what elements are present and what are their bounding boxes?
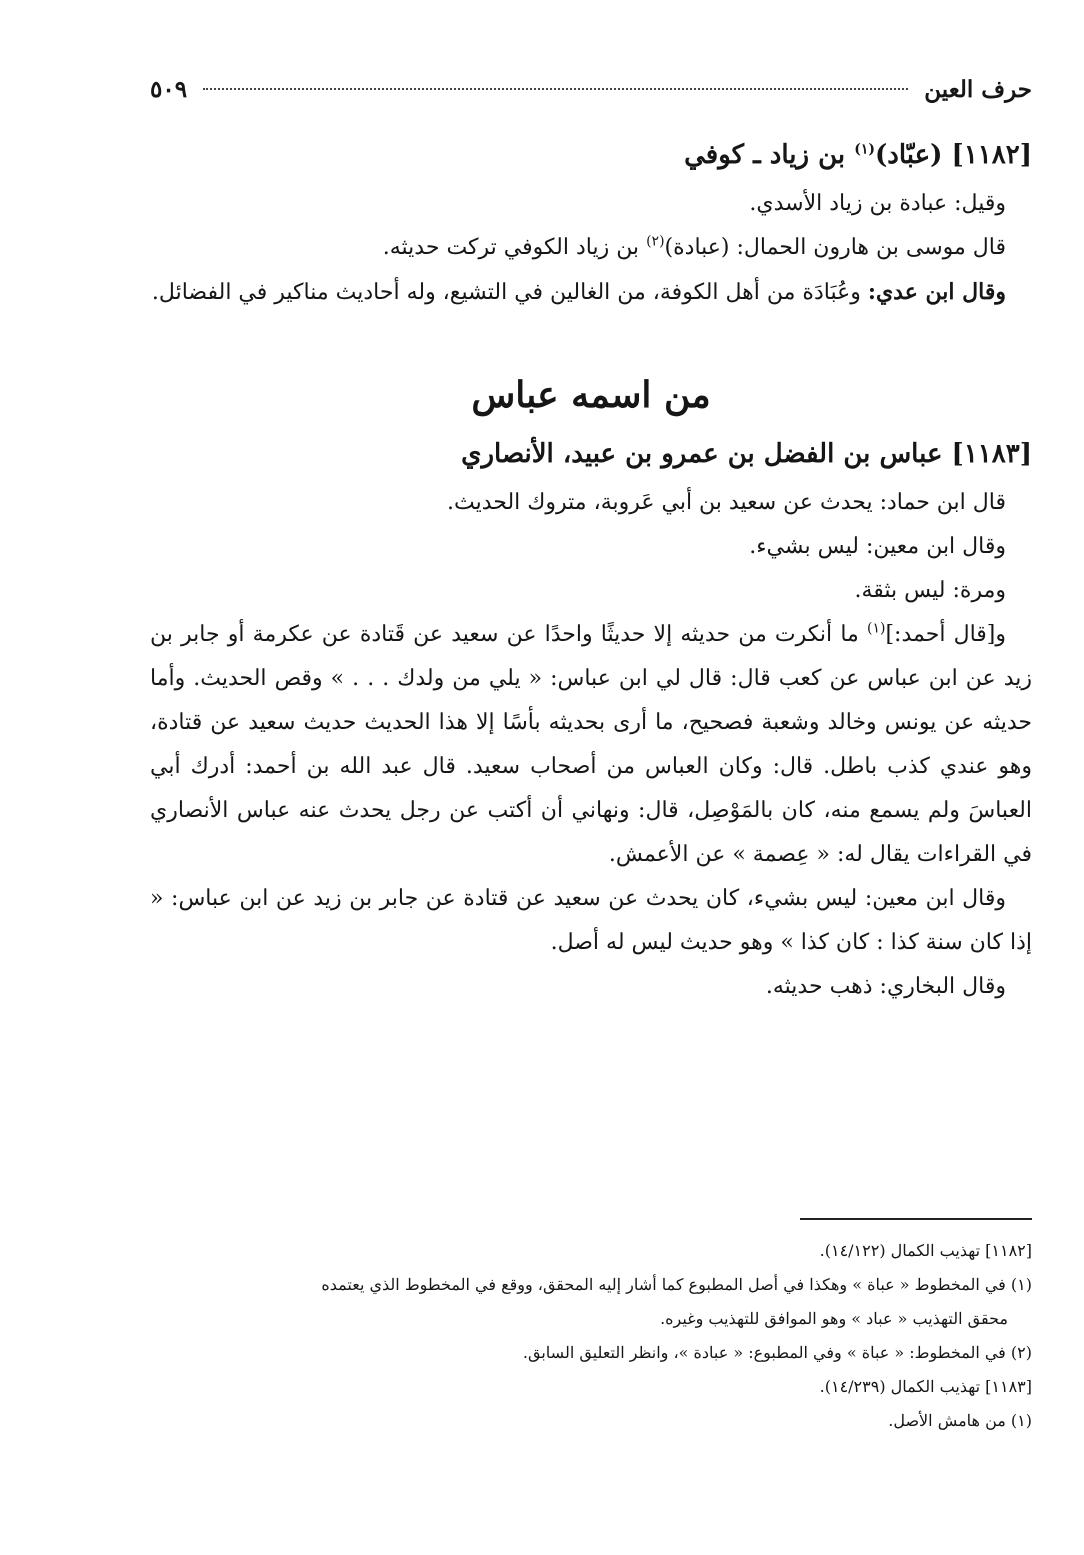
entry-1182-ibn-adi <box>150 270 1032 315</box>
entry-1183-p3: ومرة: ليس بثقة. <box>854 578 1006 603</box>
footnote-marker: (١) <box>854 141 875 158</box>
entry-1182-line-2 <box>150 226 1032 270</box>
entry-name-rest: بن زياد ـ كوفي <box>684 140 846 170</box>
footnote-line: (٢) في المخطوط: « عباة » وفي المطبوع: « عبادة »، وانظر التعليق السابق. <box>522 1343 1032 1362</box>
ibn-adi-label: وقال ابن عدي: <box>867 279 1006 305</box>
footnote-line: (١) في المخطوط « عباة » وهكذا في أصل المطبوع كما أشار إليه المحقق، ووقع في المخطوط الذي يعتمده <box>321 1275 1032 1294</box>
entry-number: [١١٨٢] <box>951 140 1032 170</box>
book-page <box>150 0 1032 1555</box>
main-text <box>150 128 1032 1009</box>
footnote-line: [١١٨٣] تهذيب الكمال (١٤/٢٣٩). <box>819 1377 1032 1396</box>
ahmad-text: ما أنكرت من حديثه إلا حديثًا واحدًا عن سعيد عن قَتادة عن عكرمة أو جابر بن زيد عن ابن عباس عن كعب قال: قال لي ابن عباس: « يلي من ولدك . . . » وقص الحديث. وأما حديثه عن يونس وخالد وشعبة فصحيح، ما أرى بحديثه بأسًا إلا هذا الحديث حديث سعيد عن قتادة، وهو عندي كذب باطل. قال: وكان العباس من أصحاب سعيد. قال عبد الله بن أحمد: أدرك أبي العباسَ ولم يسمع منه، كان بالمَوْصِل، قال: ونهاني أن أكتب عن رجل يحدث عنه عباس الأنصاري في القراءات يقال له: « عِصمة » عن الأعمش. <box>150 622 1032 867</box>
running-header <box>150 72 1032 106</box>
section-title: من اسمه عباس <box>471 374 711 416</box>
footnote-marker: (٢) <box>646 233 665 250</box>
footnote-separator <box>800 1218 1032 1220</box>
musa-quote: قال موسى بن هارون الحمال: (عبادة) <box>664 235 1006 260</box>
chapter-title: حرف العين <box>924 75 1032 103</box>
entry-1183-p2: وقال ابن معين: ليس بشيء. <box>749 534 1006 559</box>
entry-1183-p1: قال ابن حماد: يحدث عن سعيد بن أبي عَروبة، متروك الحديث. <box>447 490 1006 515</box>
entry-1183-p5: وقال ابن معين: ليس بشيء، كان يحدث عن سعيد عن قتادة عن جابر بن زيد عن ابن عباس: « إذا كان سنة كذا : كان كذا » وهو حديث ليس له أصل. <box>150 886 1032 955</box>
footnote-line: (١) من هامش الأصل. <box>888 1411 1032 1430</box>
footnote-line: [١١٨٢] تهذيب الكمال (١٤/١٢٢). <box>819 1241 1032 1260</box>
musa-quote-rest: بن زياد الكوفي تركت حديثه. <box>382 235 640 260</box>
footnote-marker: (١) <box>866 620 886 637</box>
entry-1182-line-1: وقيل: عبادة بن زياد الأسدي. <box>749 191 1006 216</box>
entry-name: (عبّاد) <box>874 140 943 170</box>
ahmad-label: و[قال أحمد:] <box>885 622 1006 647</box>
page-number: ٥٠٩ <box>150 75 188 103</box>
entry-1182-heading <box>150 128 1032 182</box>
header-dotted-rule <box>203 88 908 90</box>
entry-1183-heading: [١١٨٣] عباس بن الفضل بن عمرو بن عبيد، الأنصاري <box>461 439 1032 469</box>
footnote-line: محقق التهذيب « عباد » وهو الموافق للتهذيب وغيره. <box>660 1309 1008 1328</box>
footnotes <box>150 1234 1032 1438</box>
entry-1183-p6: وقال البخاري: ذهب حديثه. <box>765 974 1006 999</box>
entry-1183-p4 <box>150 613 1032 877</box>
ibn-adi-text: وعُبَادَة من أهل الكوفة، من الغالين في التشيع، وله أحاديث مناكير في الفضائل. <box>151 280 861 305</box>
